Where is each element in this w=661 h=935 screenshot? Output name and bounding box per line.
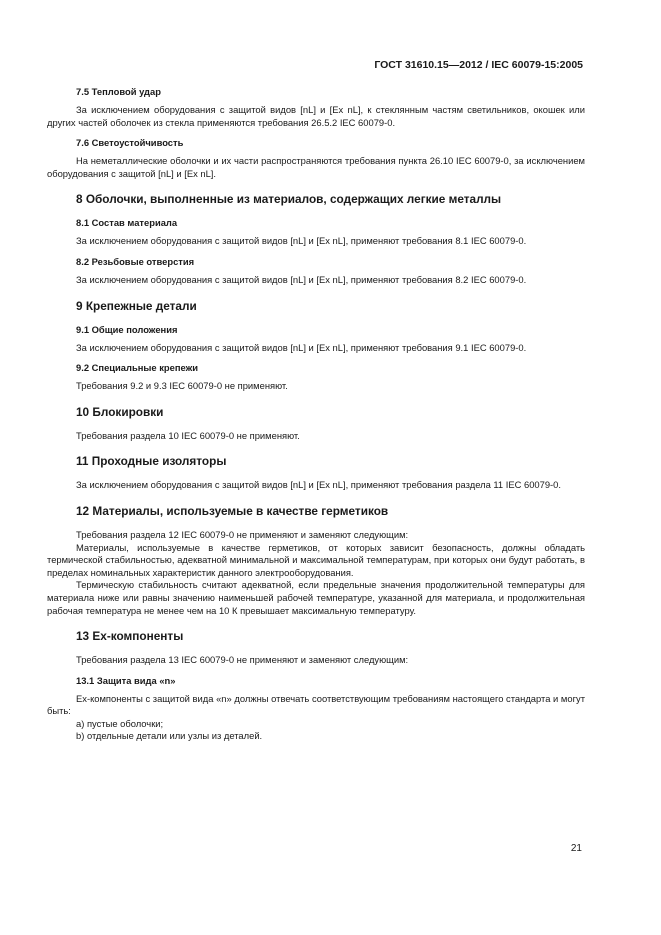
heading-8-1: 8.1 Состав материала	[76, 217, 178, 229]
page-number: 21	[570, 843, 582, 854]
paragraph-8-1: За исключением оборудования с защитой видов [nL] и [Ex nL], применяют требования 8.1 IEC 60079-0.	[76, 235, 527, 247]
heading-12: 12 Материалы, используемые в качестве герметиков	[76, 503, 389, 518]
paragraph-13: Требования раздела 13 IEC 60079-0 не применяют и заменяют следующим:	[76, 654, 409, 666]
heading-9-1: 9.1 Общие положения	[76, 323, 178, 335]
heading-9: 9 Крепежные детали	[76, 298, 197, 313]
paragraph-9-1: За исключением оборудования с защитой видов [nL] и [Ex nL], применяют требования 9.1 IEC 60079-0.	[76, 341, 527, 353]
heading-9-2: 9.2 Специальные крепежи	[76, 362, 199, 374]
paragraph-13-1: Ex-компоненты с защитой вида «n» должны отвечать соответствующим требованиям настоящего стандарта и могут быть:	[47, 692, 585, 717]
page-content	[47, 78, 585, 743]
paragraph-12-2: Материалы, используемые в качестве герметиков, от которых зависит безопасность, должны обладать термической стабильностью, адекватной минимальной и максимальной температурам, при которых они будут работать, в пределах номинальных характеристик данного электрооборудования.	[47, 541, 585, 578]
heading-13: 13 Ex-компоненты	[76, 629, 184, 644]
document-header: ГОСТ 31610.15—2012 / IEC 60079-15:2005	[374, 59, 583, 71]
heading-7-6: 7.6 Светоустойчивость	[76, 137, 184, 149]
heading-7-5: 7.5 Тепловой удар	[76, 86, 161, 97]
paragraph-7-5: За исключением оборудования с защитой видов [nL] и [Ex nL], к стеклянным частям светильников, окошек или других частей оболочек из стекла применяются требования 26.5.2 IEC 60079-0.	[47, 104, 585, 128]
heading-10: 10 Блокировки	[76, 404, 164, 419]
paragraph-11: За исключением оборудования с защитой видов [nL] и [Ex nL], применяют требования раздела 11 IEC 60079-0.	[76, 479, 561, 491]
heading-13-1: 13.1 Защита вида «n»	[76, 674, 176, 686]
paragraph-10: Требования раздела 10 IEC 60079-0 не применяют.	[76, 429, 300, 441]
paragraph-7-6: На неметаллические оболочки и их части распространяются требования пункта 26.10 IEC 60079-0, за исключением оборудования с защитой [nL] и [Ex nL].	[47, 155, 585, 179]
list-item-b: b) отдельные детали или узлы из деталей.	[76, 730, 263, 742]
paragraph-12-1: Требования раздела 12 IEC 60079-0 не применяют и заменяют следующим:	[76, 528, 409, 540]
heading-11: 11 Проходные изоляторы	[76, 454, 227, 469]
paragraph-12-3: Термическую стабильность считают адекватной, если предельные значения продолжительной температуры для материала ниже или равны значению наименьшей рабочей температуре, указанной для материала, и продолжительная рабочая температура не менее чем на 10 К превышает максимальную температуру.	[47, 579, 585, 616]
paragraph-8-2: За исключением оборудования с защитой видов [nL] и [Ex nL], применяют требования 8.2 IEC 60079-0.	[76, 273, 527, 285]
paragraph-9-2: Требования 9.2 и 9.3 IEC 60079-0 не применяют.	[76, 380, 288, 392]
list-item-a: a) пустые оболочки;	[76, 717, 164, 729]
heading-8: 8 Оболочки, выполненные из материалов, содержащих легкие металлы	[76, 192, 502, 207]
heading-8-2: 8.2 Резьбовые отверстия	[76, 255, 195, 267]
